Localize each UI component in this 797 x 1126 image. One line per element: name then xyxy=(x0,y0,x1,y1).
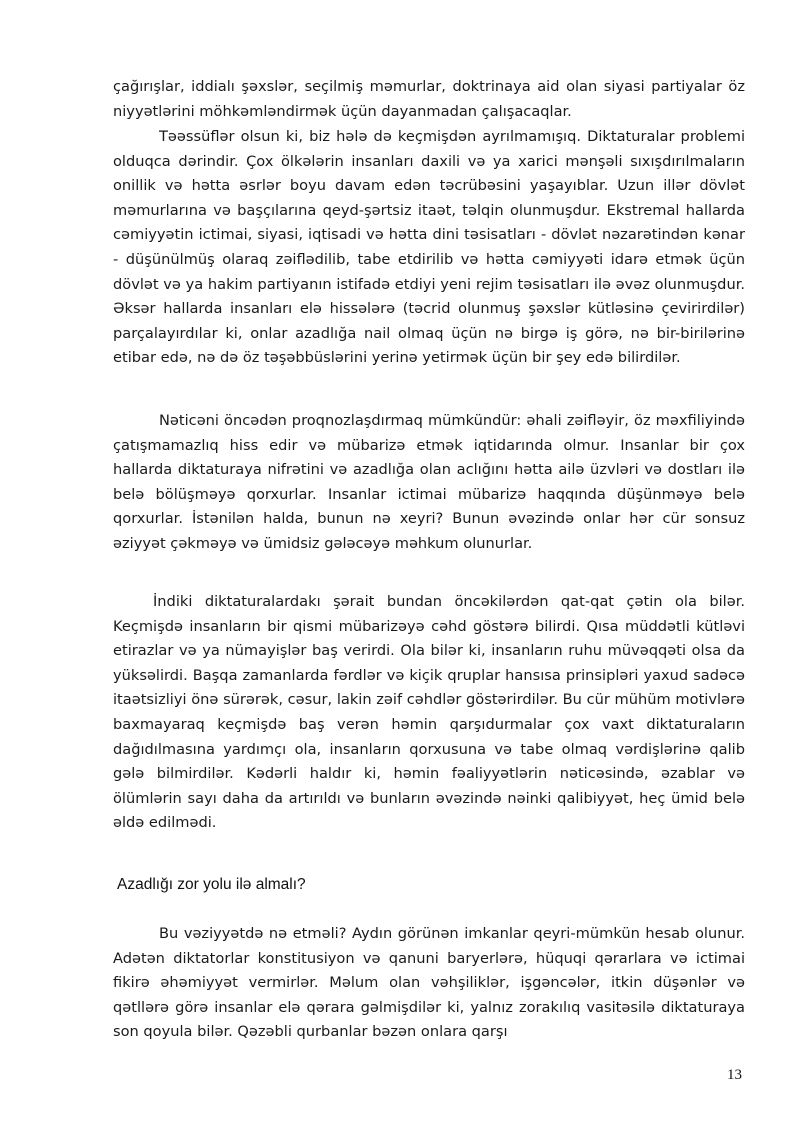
paragraph-5: Bu vəziyyətdə nə etməli? Aydın görünən imkanlar qeyri-mümkün hesab olunur. Adətən diktatorlar konstitusiyon və qanuni baryerlərə, hüquqi qərarlara və ictimai fikirə əhəmiyyət vermirlər. Məlum olan vəhşiliklər, işgəncələr, itkin düşənlər və qətllərə görə insanlar elə qərara gəlmişdilər ki, yalnız zorakılıq vasitəsilə diktaturaya son qoyula bilər. Qəzəbli qurbanlar bəzən onlara qarşı xyxy=(113,925,745,1041)
paragraph-2: Təəssüflər olsun ki, biz hələ də keçmişdən ayrılmamışıq. Diktaturalar problemi olduqca dərindir. Çox ölkələrin insanları daxili və ya xarici mənşəli sıxışdırılmaların onillik və hətta əsrlər boyu davam edən təcrübəsini yaşayıblar. Uzun illər dövlət məmurlarına və başçılarına qeyd-şərtsiz itaət, təlqin olunmuşdur. Ekstremal hallarda cəmiyyətin ictimai, siyasi, iqtisadi və hətta dini təsisatları - dövlət nəzarətindən kənar - düşünülmüş olaraq zəiflədilib, tabe etdirilib və hətta cəmiyyəti idarə etmək üçün dövlət və ya hakim partiyanın istifadə etdiyi yeni rejim təsisatları ilə əvəz olunmuşdur. Əksər hallarda insanları elə hissələrə (təcrid olunmuş şəxslər kütləsinə çevirirdilər) parçalayırdılar ki, onlar azadlığa nail olmaq üçün nə birgə iş görə, nə bir-birilərinə etibar edə, nə də öz təşəbbüslərini yerinə yetirmək üçün bir şey edə bilirdilər. xyxy=(113,128,745,367)
paragraph-4: İndiki diktaturalardakı şərait bundan öncəkilərdən qat-qat çətin ola bilər. Keçmişdə insanların bir qismi mübarizəyə cəhd göstərə bilirdi. Qısa müddətli kütləvi etirazlar və ya nümayişlər baş verirdi. Ola bilər ki, insanların ruhu müvəqqəti olsa da yüksəlirdi. Başqa zamanlarda fərdlər və kiçik qruplar hansısa prinsipləri yaxud sadəcə itaətsizliyi önə sürərək, cəsur, lakin zəif cəhdlər göstərirdilər. Bu cür mühüm motivlərə baxmayaraq keçmişdə baş verən həmin qarşıdurmalar çox vaxt diktaturaların dağıdılmasına yardımçı ola, insanların qorxusuna və tabe olmaq vərdişlərinə qalib gələ bilmirdilər. Kədərli haldır ki, həmin fəaliyyətlərin nəticəsində, əzablar və ölümlərin sayı daha da artırıldı və bunların əvəzində nəinki qalibiyyət, heç ümid belə əldə edilmədi. xyxy=(113,593,745,832)
page-number: 13 xyxy=(727,1067,742,1083)
paragraph-3: Nəticəni öncədən proqnozlaşdırmaq mümkündür: əhali zəifləyir, öz məxfiliyində çatışmamazlıq hiss edir və mübarizə etmək iqtidarında olmur. Insanlar bir çox hallarda diktaturaya nifrətini və azadlığa olan aclığını hətta ailə üzvləri və dostları ilə belə bölüşməyə qorxurlar. Insanlar ictimai mübarizə haqqında düşünməyə belə qorxurlar. İstənilən halda, bunun nə xeyri? Bunun əvəzində onlar hər cür sonsuz əziyyət çəkməyə və ümidsiz gələcəyə məhkum olunurlar. xyxy=(113,412,745,552)
section-heading: Azadlığı zor yolu ilə almalı? xyxy=(117,876,306,893)
paragraph-1: çağırışlar, iddialı şəxslər, seçilmiş məmurlar, doktrinaya aid olan siyasi partiyalar öz niyyətlərini möhkəmləndirmək üçün dayanmadan çalışacaqlar. xyxy=(113,78,745,120)
